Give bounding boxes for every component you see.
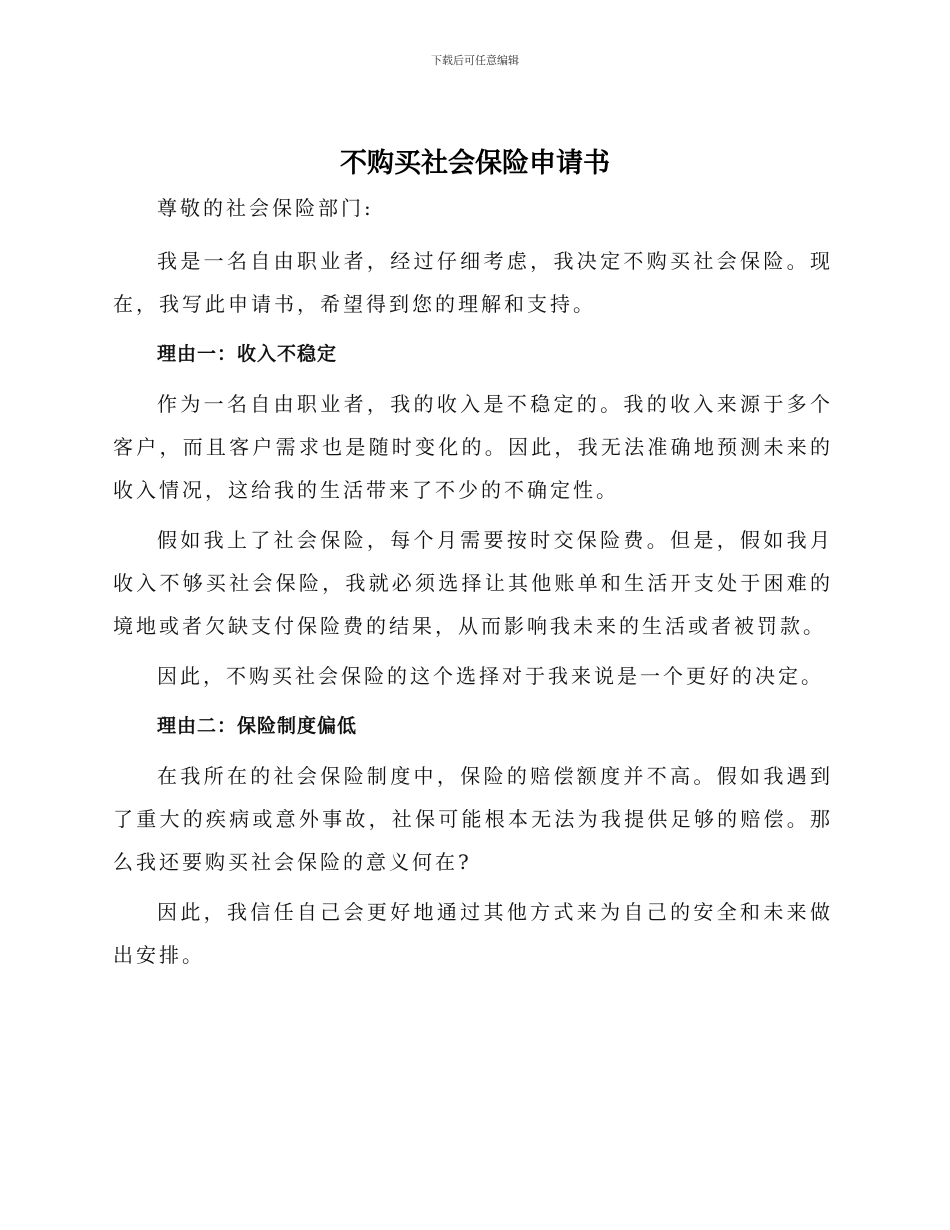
intro-paragraph: 我是一名自由职业者，经过仔细考虑，我决定不购买社会保险。现在，我写此申请书，希望得到您的理解和支持。	[113, 249, 833, 316]
page-header: 下载后可任意编辑	[431, 54, 519, 67]
reason-one-paragraph-3: 因此，不购买社会保险的这个选择对于我来说是一个更好的决定。	[157, 664, 824, 688]
salutation: 尊敬的社会保险部门:	[157, 196, 374, 220]
reason-two-heading: 理由二：保险制度偏低	[157, 715, 358, 737]
reason-two-paragraph-1: 在我所在的社会保险制度中，保险的赔偿额度并不高。假如我遇到了重大的疾病或意外事故，社保可能根本无法为我提供足够的赔偿。那么我还要购买社会保险的意义何在?	[113, 764, 833, 874]
reason-one-paragraph-1: 作为一名自由职业者，我的收入是不稳定的。我的收入来源于多个客户，而且客户需求也是随时变化的。因此，我无法准确地预测未来的收入情况，这给我的生活带来了不少的不确定性。	[113, 392, 833, 502]
document-title: 不购买社会保险申请书	[340, 148, 610, 179]
reason-one-heading: 理由一：收入不稳定	[157, 343, 338, 365]
document-body	[113, 188, 833, 977]
reason-one-paragraph-2: 假如我上了社会保险，每个月需要按时交保险费。但是，假如我月收入不够买社会保险，我就必须选择让其他账单和生活开支处于困难的境地或者欠缺支付保险费的结果，从而影响我未来的生活或者被罚款。	[113, 528, 833, 638]
reason-two-paragraph-2: 因此，我信任自己会更好地通过其他方式来为自己的安全和未来做出安排。	[113, 900, 833, 967]
